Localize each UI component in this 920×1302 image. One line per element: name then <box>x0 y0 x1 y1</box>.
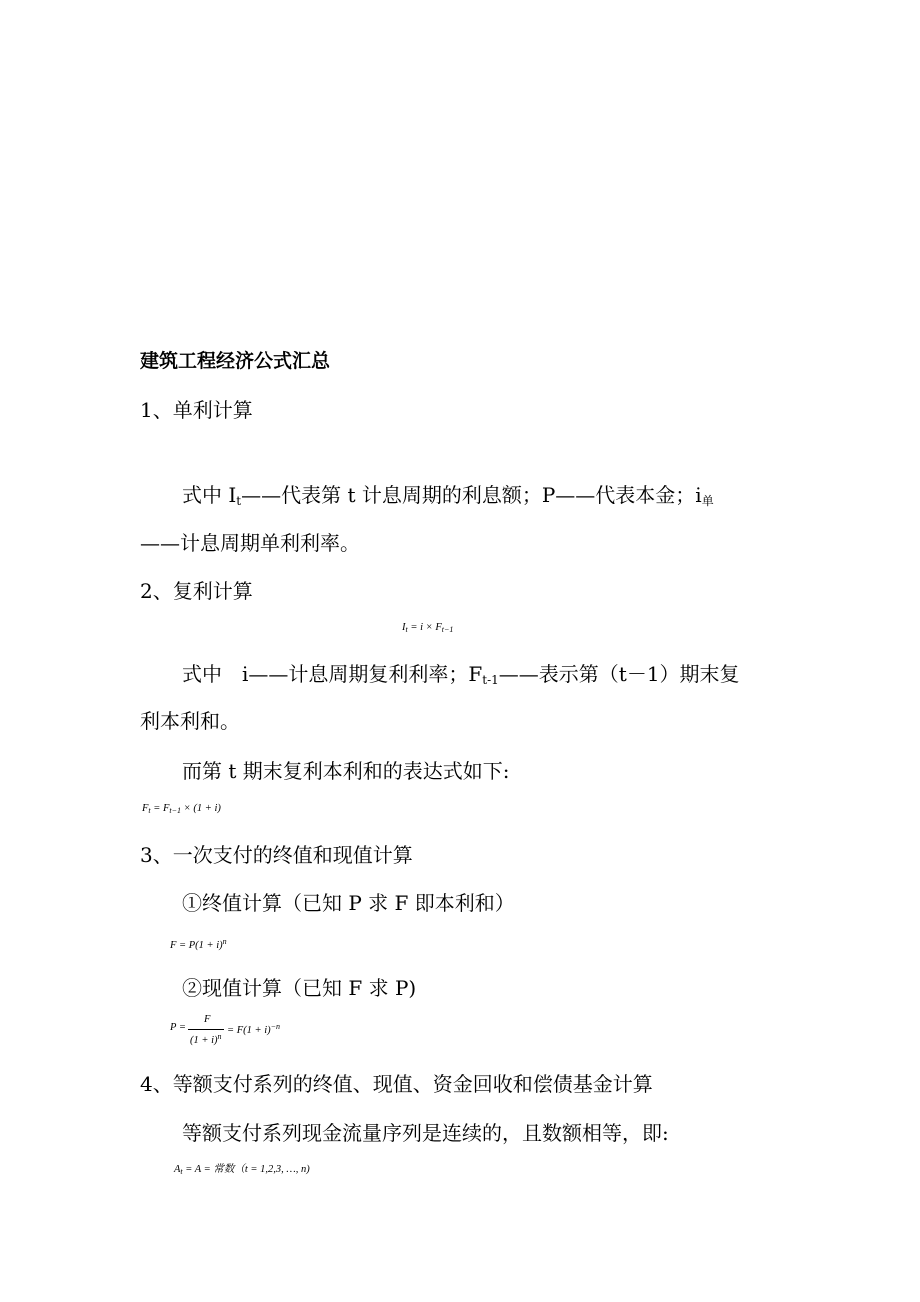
section-2-description <box>182 661 740 693</box>
section-2-description-line2: 利本利和。 <box>140 709 240 733</box>
f1-rhs-sub: t−1 <box>441 625 454 634</box>
f3-sup: n <box>222 937 227 946</box>
section-3-heading: 3、一次支付的终值和现值计算 <box>140 843 413 867</box>
document-title: 建筑工程经济公式汇总 <box>140 350 331 372</box>
f4-lhs: P = <box>170 1022 186 1033</box>
f2-b-sub: t−1 <box>169 806 182 815</box>
f4-rhs <box>227 1022 280 1036</box>
f2-b: = F <box>150 803 170 814</box>
s1-desc-sub-t: t <box>236 494 242 508</box>
f2-a: F <box>142 803 149 814</box>
section-4-heading: 4、等额支付系列的终值、现值、资金回收和偿债基金计算 <box>140 1072 653 1096</box>
fraction-bar <box>188 1029 224 1030</box>
section-2-description-2: 而第 t 期末复利本利和的表达式如下: <box>182 759 510 783</box>
f3-text: F = P(1 + i) <box>170 940 223 951</box>
formula-compound-interest <box>402 621 453 637</box>
f5-b: = A = 常数（t = 1,2,3, …, n) <box>182 1164 310 1175</box>
f5-a: A <box>174 1164 181 1175</box>
f4-denominator <box>190 1032 222 1046</box>
f4-rhs-text: = F(1 + i) <box>227 1025 271 1036</box>
s1-desc-part2: ——代表第 t 计息周期的利息额；P——代表本金；i <box>241 483 702 507</box>
f1-lhs-sub: t <box>405 625 408 634</box>
formula-final-compound <box>142 802 221 818</box>
s1-desc-part1: 式中 I <box>182 483 237 507</box>
f4-numerator: F <box>204 1014 211 1025</box>
section-4-description: 等额支付系列现金流量序列是连续的，且数额相等，即: <box>182 1121 669 1145</box>
s2-desc-sub: t-1 <box>482 673 499 687</box>
section-1-description <box>182 482 714 514</box>
s2-desc-part2: ——表示第（t－1）期末复 <box>498 662 740 686</box>
f1-lhs: I <box>402 622 406 633</box>
s2-desc-part1: 式中 i——计息周期复利利率；F <box>182 662 483 686</box>
section-2-heading: 2、复利计算 <box>140 579 253 603</box>
formula-equal-payment <box>174 1163 310 1179</box>
section-3-item-2: ②现值计算（已知 F 求 P) <box>182 976 417 1000</box>
f2-c: × (1 + i) <box>181 803 221 814</box>
f5-a-sub: t <box>180 1167 183 1176</box>
section-3-item-1: ①终值计算（已知 P 求 F 即本利和） <box>182 891 515 915</box>
f2-a-sub: t <box>148 806 151 815</box>
section-1-description-line2: ——计息周期单利利率。 <box>140 531 360 555</box>
f1-rhs: = i × F <box>407 622 442 633</box>
formula-future-value <box>170 935 227 953</box>
f4-rhs-sup: −n <box>270 1022 281 1031</box>
f4-den-sup: n <box>217 1032 222 1041</box>
s1-desc-sub-dan: 单 <box>701 494 714 508</box>
section-1-heading: 1、单利计算 <box>140 398 253 422</box>
f4-den-text: (1 + i) <box>190 1035 218 1046</box>
